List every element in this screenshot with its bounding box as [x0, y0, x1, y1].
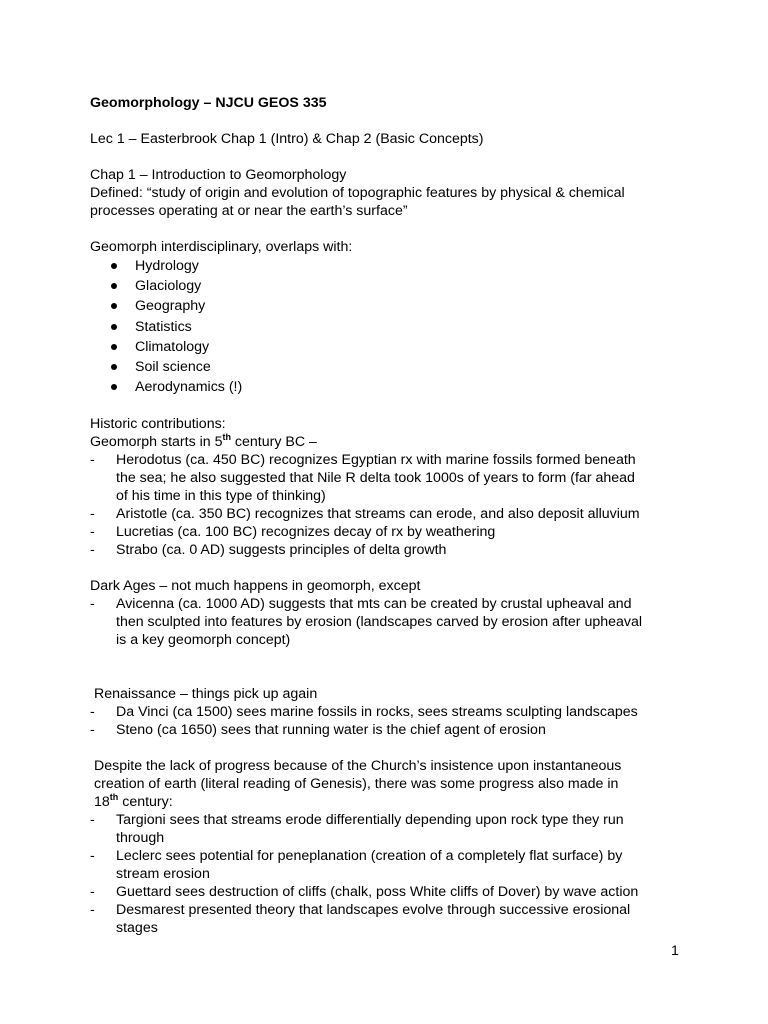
list-item: - Guettard sees destruction of cliffs (chalk, poss White cliffs of Dover) by wave action [90, 884, 639, 901]
chapter-heading: Chap 1 – Introduction to Geomorphology [90, 167, 347, 183]
list-item: Geography [90, 296, 690, 316]
list-item: - Leclerc sees potential for peneplanation (creation of a completely flat surface) by stream erosion [90, 848, 623, 883]
definition-line: Defined: “study of origin and evolution of topographic features by physical & chemical [90, 185, 625, 201]
bullet-icon [111, 283, 117, 289]
list-item: - Steno (ca 1650) sees that running water is the chief agent of erosion [90, 722, 546, 739]
document-body [90, 94, 690, 937]
lecture-line: Lec 1 – Easterbrook Chap 1 (Intro) & Chap 2 (Basic Concepts) [90, 131, 484, 147]
list-item: - Strabo (ca. 0 AD) suggests principles of delta growth [90, 542, 447, 559]
bullet-icon [111, 263, 117, 269]
document-title: Geomorphology – NJCU GEOS 335 [90, 95, 327, 111]
list-item: Soil science [90, 357, 690, 377]
list-item: - Lucretias (ca. 100 BC) recognizes decay of rx by weathering [90, 524, 496, 541]
bullet-icon [111, 384, 117, 390]
paragraph-line: creation of earth (literal reading of Genesis), there was some progress also made in [94, 776, 619, 793]
renaissance-list [90, 703, 690, 739]
bullet-icon [111, 344, 117, 350]
dark-ages-list [90, 595, 690, 649]
list-item: - Herodotus (ca. 450 BC) recognizes Egyptian rx with marine fossils formed beneath the sea; he also suggested that Nile R delta took 1000s of years to form (far ahead of his time in this type of thinking) [90, 452, 636, 505]
overlap-list [90, 256, 690, 397]
historic-list [90, 451, 690, 559]
definition-line: processes operating at or near the earth’s surface” [90, 203, 408, 219]
bullet-icon [111, 303, 117, 309]
list-item: - Targioni sees that streams erode differentially depending upon rock type they run through [90, 812, 624, 847]
list-item: - Aristotle (ca. 350 BC) recognizes that streams can erode, and also deposit alluvium [90, 506, 640, 523]
starts-line: Geomorph starts in 5th century BC – [90, 431, 317, 451]
paragraph-line: Despite the lack of progress because of the Church’s insistence upon instantaneous [94, 758, 622, 775]
bullet-icon [111, 364, 117, 370]
list-item: Hydrology [90, 256, 690, 276]
section-heading: Dark Ages – not much happens in geomorph, except [90, 578, 421, 595]
eighteenth-century-list [90, 811, 690, 937]
list-item: Climatology [90, 337, 690, 357]
list-item: - Da Vinci (ca 1500) sees marine fossils in rocks, sees streams sculpting landscapes [90, 704, 638, 721]
paragraph-line: 18th century: [94, 791, 173, 811]
list-item: - Avicenna (ca. 1000 AD) suggests that mts can be created by crustal upheaval and then sculpted into features by erosion (landscapes carved by erosion after upheaval is a key geomorph concept) [90, 596, 643, 649]
page-number: 1 [671, 943, 679, 959]
list-item: - Desmarest presented theory that landscapes evolve through successive erosional stages [90, 902, 631, 937]
interdisciplinary-line: Geomorph interdisciplinary, overlaps with: [90, 239, 353, 255]
list-item: Glaciology [90, 276, 690, 296]
section-heading: Renaissance – things pick up again [94, 686, 318, 703]
list-item: Statistics [90, 317, 690, 337]
bullet-icon [111, 324, 117, 330]
section-heading: Historic contributions: [90, 416, 226, 433]
list-item: Aerodynamics (!) [90, 377, 690, 397]
